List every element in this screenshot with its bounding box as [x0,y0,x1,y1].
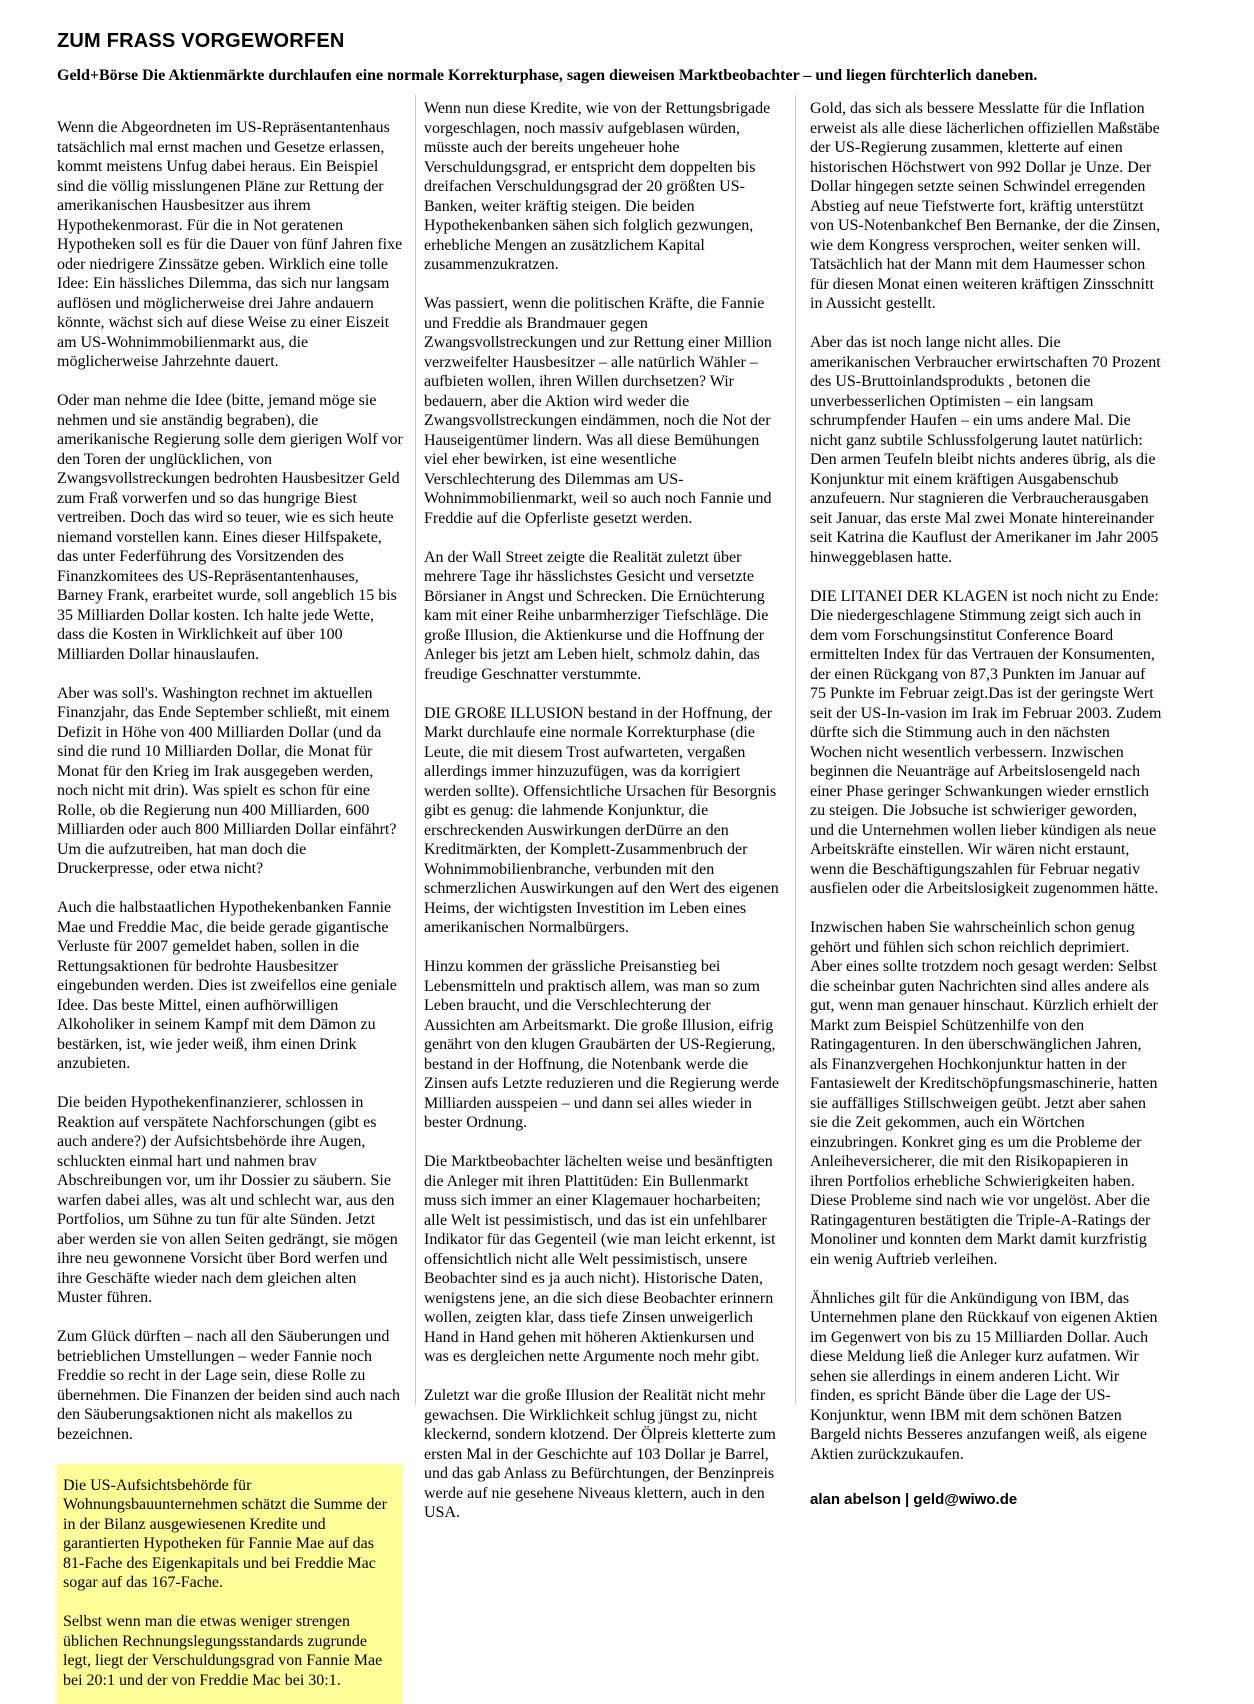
column-3 [810,95,1162,1405]
highlighted-paragraph: Selbst wenn man die etwas weniger strengen üblichen Rechnungslegungsstandards zugrunde legt, liegt der Verschuldungsgrad von Fannie Mae bei 20:1 und der von Freddie Mac bei 30:1. [63,1612,395,1690]
paragraph: Wenn die Abgeordneten im US-Repräsentantenhaus tatsächlich mal ernst machen und Gesetze erlassen, kommt meistens Unfug dabei heraus. Ein Beispiel sind die völlig misslungenen Pläne zur Rettung der amerikanischen Hausbesitzer aus ihrem Hypothekenmorast. Für die in Not geratenen Hypotheken soll es für die Dauer von fünf Jahren fixe oder niedrigere Zinssätze geben. Wirklich eine tolle Idee: Ein hässliches Dilemma, das sich nur langsam auflösen und möglicherweise drei Jahre andauern könnte, wächst sich auf diese Weise zu einer Eiszeit am US-Wohnimmobilienmarkt aus, die möglicherweise Jahrzehnte dauert. [57,118,403,372]
highlighted-paragraph: Die US-Aufsichtsbehörde für Wohnungsbauunternehmen schätzt die Summe der in der Bilanz ausgewiesenen Kredite und garantierten Hypotheken für Fannie Mae auf das 81-Fache des Eigenkapitals und bei Freddie Mac sogar auf das 167-Fache. [63,1476,395,1593]
paragraph: Zuletzt war die große Illusion der Realität nicht mehr gewachsen. Die Wirklichkeit schlug jüngst zu, nicht kleckernd, sondern klotzend. Der Ölpreis kletterte zum ersten Mal in der Geschichte auf 103 Dollar je Barrel, und das gab Anlass zu Befürchtungen, der Benzinpreis werde auf nie gesehene Niveaus klettern, auch in den USA. [424,1386,781,1523]
author-byline: alan abelson | geld@wiwo.de [810,1490,1162,1510]
paragraph: DIE GROßE ILLUSION bestand in der Hoffnung, der Markt durchlaufe eine normale Korrekturphase (die Leute, die mit diesem Trost aufwarteten, vergaßen allerdings immer hinzuzufügen, was da korrigiert werden sollte). Offensichtliche Ursachen für Besorgnis gibt es genug: die lahmende Konjunktur, die erschreckenden Auswirkungen derDürre an den Kreditmärkten, der Komplett-Zusammenbruch der Wohnimmobilienbranche, verbunden mit den schmerzlichen Auswirkungen auf den Wert des eigenen Heims, der wichtigsten Investition im Leben eines amerikanischen Normalbürgers. [424,704,781,938]
paragraph: Ähnliches gilt für die Ankündigung von IBM, das Unternehmen plane den Rückkauf von eigenen Aktien im Gegenwert von bis zu 15 Milliarden Dollar. Auch diese Meldung ließ die Anleger kurz aufatmen. Wir sehen sie allerdings in einem anderen Licht. Wir finden, es spricht Bände über die Lage der US-Konjunktur, wenn IBM mit dem schönen Batzen Bargeld nichts Besseres anzufangen weiß, als eigene Aktien zurückzukaufen. [810,1289,1162,1465]
column-divider [415,95,416,1405]
paragraph: An der Wall Street zeigte die Realität zuletzt über mehrere Tage ihr hässlichstes Gesicht und versetzte Börsianer in Angst und Schrecken. Die Ernüchterung kam mit einer Reihe unbarmherziger Tiefschläge. Die große Illusion, die Aktienkurse und die Hoffnung der Anleger bis jetzt am Leben hielt, schmolz dahin, das freudige Geschnatter verstummte. [424,548,781,685]
column-2 [424,95,781,1405]
paragraph: Gold, das sich als bessere Messlatte für die Inflation erweist als alle diese lächerlichen offiziellen Maßstäbe der US-Regierung zusammen, kletterte auf einen historischen Höchstwert von 992 Dollar je Unze. Der Dollar hingegen setzte seinen Schwindel erregenden Abstieg auf neue Tiefstwerte fort, kräftig unterstützt von US-Notenbankchef Ben Bernanke, der die Zinsen, wie dem Kongress versprochen, weiter senken will. Tatsächlich hat der Mann mit dem Haumesser schon für diesen Monat einen weiteren kräftigen Zinsschnitt in Aussicht gestellt. [810,99,1162,314]
article-header [57,30,1217,85]
paragraph: DIE LITANEI DER KLAGEN ist noch nicht zu Ende: Die niedergeschlagene Stimmung zeigt sich auch in dem vom Forschungsinstitut Conference Board ermittelten Index für das Vertrauen der Konsumenten, der einen Rückgang von 87,3 Punkten im Januar auf 75 Punkte im Februar zeigt.Das ist der geringste Wert seit der US-In-vasion im Irak im Februar 2003. Zudem dürfte sich die Stimmung auch in den nächsten Wochen nicht wesentlich verbessern. Inzwischen beginnen die Neuanträge auf Arbeitslosengeld nach einer Phase geringer Schwankungen wieder ernstlich zu steigen. Die Jobsuche ist schwieriger geworden, und die Unternehmen wollen lieber kündigen als neue Arbeitskräfte einstellen. Wir wären nicht erstaunt, wenn die Beschäftigungszahlen für Februar negativ ausfielen oder die Arbeitslosigkeit zugenommen hätte. [810,587,1162,899]
column-divider [795,95,796,1405]
highlighted-note [57,1464,403,1704]
paragraph: Oder man nehme die Idee (bitte, jemand möge sie nehmen und sie anständig begraben), die amerikanische Regierung solle dem gierigen Wolf vor den Toren der unglücklichen, von Zwangsvollstreckungen bedrohten Hausbesitzer Geld zum Fraß vorwerfen und so das hungrige Biest vertreiben. Doch das wird so teuer, wie es sich heute niemand vorstellen kann. Eines dieser Hilfspakete, das unter Federführung des Vorsitzenden des Finanzkomitees des US-Repräsentantenhauses, Barney Frank, erarbeitet wurde, soll angeblich 15 bis 35 Milliarden Dollar kosten. Ich halte jede Wette, dass die Kosten in Wirklichkeit auf über 100 Milliarden Dollar hinauslaufen. [57,391,403,664]
paragraph: Aber das ist noch lange nicht alles. Die amerikanischen Verbraucher erwirtschaften 70 Prozent des US-Bruttoinlandsprodukts , betonen die unverbesserlichen Optimisten – ein langsam schrumpfender Haufen – ein ums andere Mal. Die nicht ganz subtile Schlussfolgerung lautet natürlich: Den armen Teufeln bleibt nichts anderes übrig, als die Konjunktur mit einem kräftigen Ausgabenschub anzufeuern. Nur stagnieren die Verbraucherausgaben seit Januar, das erste Mal zwei Monate hintereinander seit Katrina die Kauflust der Amerikaner im Jahr 2005 hinweggeblasen hatte. [810,333,1162,567]
paragraph: Hinzu kommen der grässliche Preisanstieg bei Lebensmitteln und praktisch allem, was man so zum Leben braucht, und die Verschlechterung der Aussichten am Arbeitsmarkt. Die große Illusion, eifrig genährt von den klugen Graubärten der US-Regierung, bestand in der Hoffnung, die Notenbank werde die Zinsen aufs Letzte reduzieren und die Regierung werde Milliarden ausspeien – und dann sei alles wieder in bester Ordnung. [424,957,781,1133]
article-body [57,95,1162,1405]
paragraph: Wenn nun diese Kredite, wie von der Rettungsbrigade vorgeschlagen, noch massiv aufgeblasen würden, müsste auch der bereits ungeheuer hohe Verschuldungsgrad, er entspricht dem doppelten bis dreifachen Verschuldungsgrad der 20 größten US-Banken, weiter kräftig steigen. Die beiden Hypothekenbanken sähen sich folglich gezwungen, erhebliche Mengen an zusätzlichem Kapital zusammenzukratzen. [424,99,781,275]
paragraph: Zum Glück dürften – nach all den Säuberungen und betrieblichen Umstellungen – weder Fannie noch Freddie so recht in der Lage sein, diese Rolle zu übernehmen. Die Finanzen der beiden sind auch nach den Säuberungsaktionen nicht als makellos zu bezeichnen. [57,1327,403,1444]
paragraph: Die Marktbeobachter lächelten weise und besänftigten die Anleger mit ihren Plattitüden: Ein Bullenmarkt muss sich immer an einer Klagemauer hocharbeiten; alle Welt ist pessimistisch, und das ist ein unfehlbarer Indikator für das Gegenteil (wie man leicht erkennt, ist offensichtlich nicht alle Welt pessimistisch, unsere Beobachter sind es ja auch nicht). Historische Daten, wenigstens jene, an die sich diese Beobachter erinnern wollen, zeigten klar, dass tiefe Zinsen unweigerlich Hand in Hand gehen mit höheren Aktienkursen und was es dergleichen nette Argumente noch mehr gibt. [424,1152,781,1367]
column-1 [57,95,403,1405]
paragraph: Aber was soll's. Washington rechnet im aktuellen Finanzjahr, das Ende September schließt, mit einem Defizit in Höhe von 400 Milliarden Dollar (und da sind die rund 10 Milliarden Dollar, die Monat für Monat für den Krieg im Irak ausgegeben werden, noch nicht mit drin). Was spielt es schon für eine Rolle, ob die Regierung nun 400 Milliarden, 600 Milliarden oder auch 800 Milliarden Dollar einfährt? Um die aufzutreiben, hat man doch die Druckerpresse, oder etwa nicht? [57,684,403,879]
article-subtitle: Geld+Börse Die Aktienmärkte durchlaufen eine normale Korrekturphase, sagen dieweisen Marktbeobachter – und liegen fürchterlich daneben. [57,67,1217,85]
page-title: ZUM FRASS VORGEWORFEN [57,30,1217,53]
paragraph: Die beiden Hypothekenfinanzierer, schlossen in Reaktion auf verspätete Nachforschungen (gibt es auch andere?) der Aufsichtsbehörde ihre Augen, schluckten einmal hart und nahmen brav Abschreibungen vor, um ihr Dossier zu säubern. Sie warfen dabei alles, was alt und schlecht war, aus den Portfolios, um Sühne zu tun für alte Sünden. Jetzt aber werden sie von allen Seiten gedrängt, sie mögen ihre neu gewonnene Vorsicht über Bord werfen und ihre Geschäfte wieder nach dem gleichen alten Muster führen. [57,1093,403,1308]
paragraph: Inzwischen haben Sie wahrscheinlich schon genug gehört und fühlen sich schon reichlich deprimiert. Aber eines sollte trotzdem noch gesagt werden: Selbst die scheinbar guten Nachrichten sind alles andere als gut, wenn man genauer hinschaut. Kürzlich erhielt der Markt zum Beispiel Schützenhilfe von den Ratingagenturen. In den überschwänglichen Jahren, als Finanzvergehen Hochkonjunktur hatten in der Fantasiewelt der Kreditschöpfungsmaschinerie, hatten sie auffälliges Stillschweigen geübt. Jetzt aber sahen sie die Zeit gekommen, auch ein Wörtchen einzubringen. Konkret ging es um die Probleme der Anleiheversicherer, die mit den Risikopapieren in ihren Portfolios erhebliche Schwierigkeiten haben. Diese Probleme sind nach wie vor ungelöst. Aber die Ratingagenturen bestätigten die Triple-A-Ratings der Monoliner und konnten dem Markt damit kurzfristig ein wenig Auftrieb verleihen. [810,918,1162,1269]
paragraph: Was passiert, wenn die politischen Kräfte, die Fannie und Freddie als Brandmauer gegen Zwangsvollstreckungen und zur Rettung einer Million verzweifelter Hausbesitzer – alle natürlich Wähler – aufbieten wollen, ihren Willen durchsetzen? Wir bedauern, aber die Aktion wird weder die Zwangsvollstreckungen eindämmen, noch die Not der Hauseigentümer lindern. Was all diese Bemühungen viel eher bewirken, ist eine wesentliche Verschlechterung des Dilemmas am US-Wohnimmobilienmarkt, weil so auch noch Fannie und Freddie auf die Opferliste gesetzt werden. [424,294,781,528]
paragraph: Auch die halbstaatlichen Hypothekenbanken Fannie Mae und Freddie Mac, die beide gerade gigantische Verluste für 2007 gemeldet haben, sollen in die Rettungsaktionen für bedrohte Hausbesitzer eingebunden werden. Dies ist zweifellos eine geniale Idee. Das beste Mittel, einen aufhörwilligen Alkoholiker in seinem Kampf mit dem Dämon zu bestärken, ist, wie jeder weiß, ihm einen Drink anzubieten. [57,898,403,1074]
